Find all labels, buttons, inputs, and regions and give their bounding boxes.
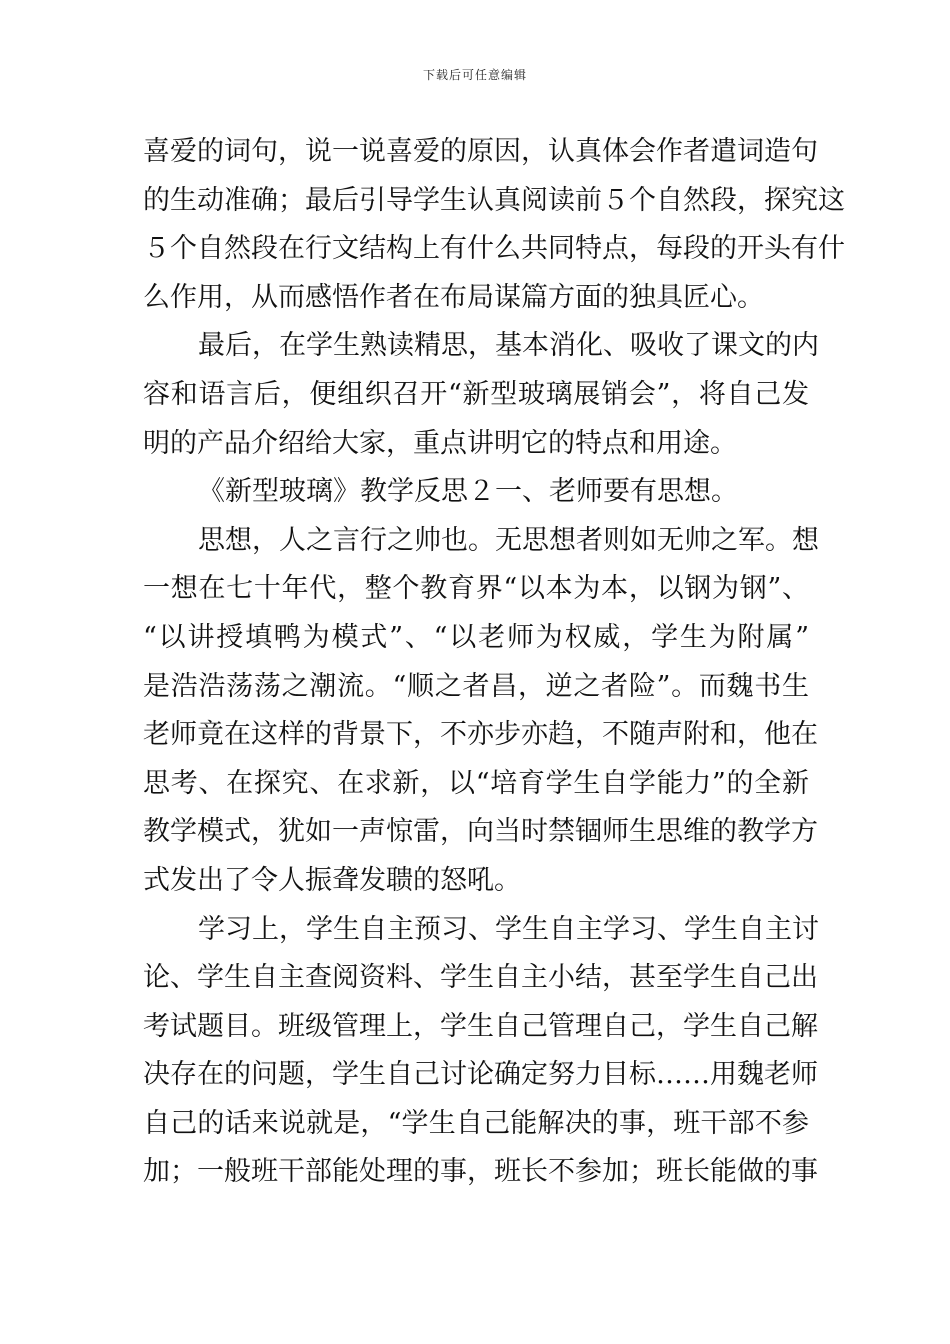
text-line-content: 思想，人之言行之帅也。无思想者则如无帅之军。想: [198, 524, 819, 556]
text-line-content: 式发出了令人振聋发聩的怒吼。: [143, 864, 521, 896]
text-line: [143, 225, 845, 274]
text-line: [143, 1051, 818, 1100]
text-line: [143, 322, 819, 371]
text-line: [143, 808, 818, 857]
text-line: [143, 663, 809, 712]
text-line-content: 的生动准确；最后引导学生认真阅读前５个自然段，探究这: [143, 184, 845, 216]
text-line: [143, 517, 819, 566]
text-line-content: 加；一般班干部能处理的事，班长不参加；班长能做的事: [143, 1156, 818, 1188]
text-line-content: 思考、在探究、在求新，以“培育学生自学能力”的全新: [143, 767, 809, 799]
text-line: [143, 420, 809, 469]
text-line: [143, 371, 809, 420]
text-line-content: 明的产品介绍给大家，重点讲明它的特点和用途。: [143, 427, 737, 459]
text-line-content: 么作用，从而感悟作者在布局谋篇方面的独具匠心。: [143, 281, 764, 313]
text-line-content: 学习上，学生自主预习、学生自主学习、学生自主讨: [198, 913, 819, 945]
text-line: [143, 1003, 818, 1052]
text-line: [143, 760, 809, 809]
text-line: [143, 906, 819, 955]
text-line-content: 决存在的问题，学生自己讨论确定努力目标……用魏老师: [143, 1059, 818, 1091]
text-line-content: 是浩浩荡荡之潮流。“顺之者昌，逆之者险”。而魏书生: [143, 670, 809, 702]
text-line: [143, 565, 809, 614]
text-line: [143, 274, 809, 323]
text-line: [143, 954, 818, 1003]
text-line-content: 自己的话来说就是，“学生自己能解决的事，班干部不参: [143, 1107, 809, 1139]
text-line: [143, 128, 818, 177]
text-line: [143, 1100, 809, 1149]
text-line-content: 老师竟在这样的背景下，不亦步亦趋，不随声附和，他在: [143, 719, 818, 751]
document-body: [143, 128, 845, 1197]
text-line-content: “以讲授填鸭为模式”、“以老师为权威，学生为附属”: [143, 621, 809, 653]
text-line-content: 论、学生自主查阅资料、学生自主小结，甚至学生自己出: [143, 962, 818, 994]
text-line: [143, 614, 809, 663]
text-line-content: 《新型玻璃》教学反思２一、老师要有思想。: [198, 476, 738, 508]
page-header: 下载后可任意编辑: [422, 68, 527, 82]
text-line-content: 教学模式，犹如一声惊雷，向当时禁锢师生思维的教学方: [143, 816, 818, 848]
text-line: [143, 177, 845, 226]
text-line: [143, 1148, 818, 1197]
text-line-content: 容和语言后，便组织召开“新型玻璃展销会”，将自己发: [143, 378, 809, 410]
text-line-content: ５个自然段在行文结构上有什么共同特点，每段的开头有什: [143, 233, 845, 265]
text-line-content: 一想在七十年代，整个教育界“以本为本，以钢为钢”、: [143, 573, 809, 605]
text-line: [143, 857, 809, 906]
text-line: [143, 711, 818, 760]
text-line-content: 考试题目。班级管理上，学生自己管理自己，学生自己解: [143, 1010, 818, 1042]
text-line: [143, 468, 809, 517]
text-line-content: 最后，在学生熟读精思，基本消化、吸收了课文的内: [198, 330, 819, 362]
text-line-content: 喜爱的词句，说一说喜爱的原因，认真体会作者遣词造句: [143, 136, 818, 167]
